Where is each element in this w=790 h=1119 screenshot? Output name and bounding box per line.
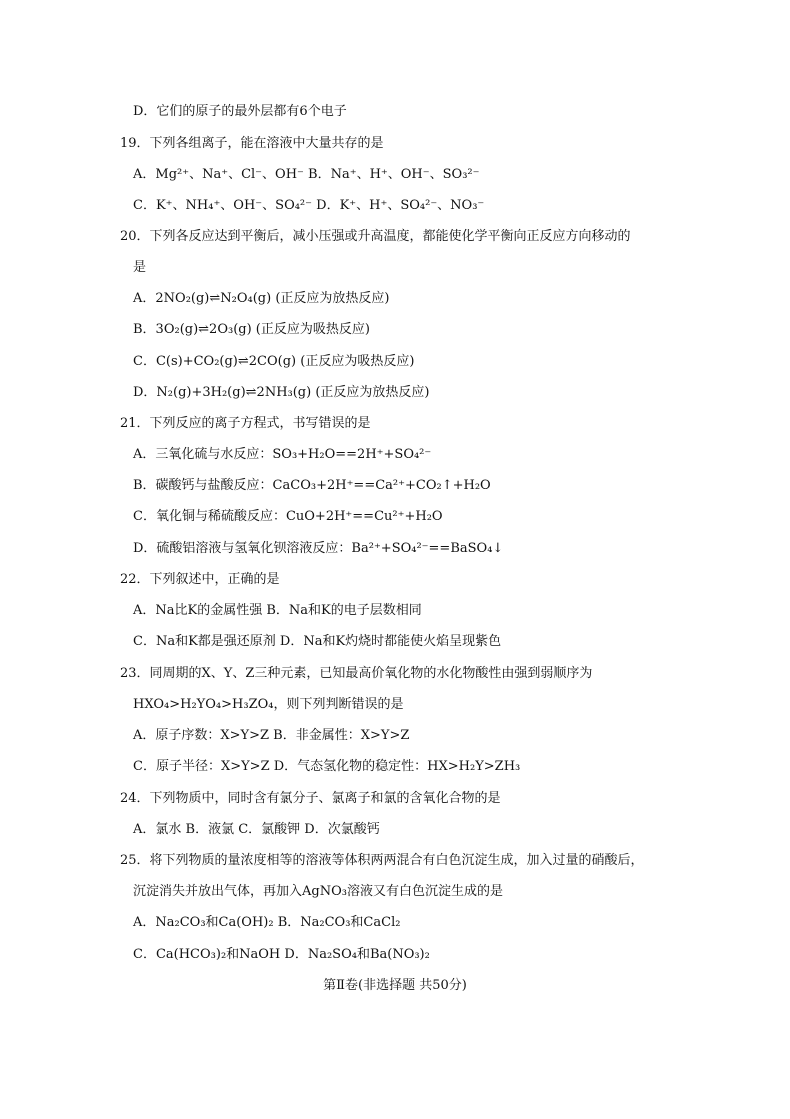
question-23-cont: HXO₄>H₂YO₄>H₃ZO₄，则下列判断错误的是 bbox=[133, 697, 404, 712]
option-20a: A．2NO₂(g)⇌N₂O₄(g) (正反应为放热反应) bbox=[133, 291, 390, 306]
options-22ab: A．Na比K的金属性强 B．Na和K的电子层数相同 bbox=[133, 603, 422, 618]
question-22: 22．下列叙述中，正确的是 bbox=[120, 572, 280, 587]
option-21a: A．三氧化硫与水反应：SO₃+H₂O==2H⁺+SO₄²⁻ bbox=[133, 447, 432, 462]
question-25-cont: 沉淀消失并放出气体，再加入AgNO₃溶液又有白色沉淀生成的是 bbox=[133, 884, 503, 899]
option-18d: D．它们的原子的最外层都有6个电子 bbox=[133, 104, 347, 119]
options-22cd: C．Na和K都是强还原剂 D．Na和K灼烧时都能使火焰呈现紫色 bbox=[133, 634, 502, 649]
option-21c: C．氧化铜与稀硫酸反应：CuO+2H⁺==Cu²⁺+H₂O bbox=[133, 509, 443, 524]
question-19: 19．下列各组离子，能在溶液中大量共存的是 bbox=[120, 136, 384, 151]
option-20b: B．3O₂(g)⇌2O₃(g) (正反应为吸热反应) bbox=[133, 322, 370, 337]
options-23ab: A．原子序数：X>Y>Z B．非金属性：X>Y>Z bbox=[133, 728, 410, 743]
question-24: 24．下列物质中，同时含有氯分子、氯离子和氯的含氧化合物的是 bbox=[120, 791, 501, 806]
option-21d: D．硫酸铝溶液与氢氧化钡溶液反应：Ba²⁺+SO₄²⁻==BaSO₄↓ bbox=[133, 541, 504, 556]
question-25: 25．将下列物质的量浓度相等的溶液等体积两两混合有白色沉淀生成，加入过量的硝酸后， bbox=[120, 853, 644, 868]
options-19cd: C．K⁺、NH₄⁺、OH⁻、SO₄²⁻ D．K⁺、H⁺、SO₄²⁻、NO₃⁻ bbox=[133, 198, 485, 213]
option-20c: C．C(s)+CO₂(g)⇌2CO(g) (正反应为吸热反应) bbox=[133, 354, 415, 369]
section-heading: 第Ⅱ卷(非选择题 共50分) bbox=[323, 978, 467, 993]
options-19ab: A．Mg²⁺、Na⁺、Cl⁻、OH⁻ B．Na⁺、H⁺、OH⁻、SO₃²⁻ bbox=[133, 167, 480, 182]
question-23: 23．同周期的X、Y、Z三种元素，已知最高价氧化物的水化物酸性由强到弱顺序为 bbox=[120, 666, 593, 681]
question-20-cont: 是 bbox=[133, 260, 147, 275]
options-24: A．氯水 B．液氯 C．氯酸钾 D．次氯酸钙 bbox=[133, 822, 380, 837]
question-20: 20．下列各反应达到平衡后，减小压强或升高温度，都能使化学平衡向正反应方向移动的 bbox=[120, 229, 631, 244]
option-21b: B．碳酸钙与盐酸反应：CaCO₃+2H⁺==Ca²⁺+CO₂↑+H₂O bbox=[133, 478, 491, 493]
options-25cd: C．Ca(HCO₃)₂和NaOH D．Na₂SO₄和Ba(NO₃)₂ bbox=[133, 947, 430, 962]
question-21: 21．下列反应的离子方程式，书写错误的是 bbox=[120, 416, 371, 431]
option-20d: D．N₂(g)+3H₂(g)⇌2NH₃(g) (正反应为放热反应) bbox=[133, 385, 430, 400]
options-25ab: A．Na₂CO₃和Ca(OH)₂ B．Na₂CO₃和CaCl₂ bbox=[133, 915, 401, 930]
options-23cd: C．原子半径：X>Y>Z D．气态氢化物的稳定性：HX>H₂Y>ZH₃ bbox=[133, 759, 521, 774]
